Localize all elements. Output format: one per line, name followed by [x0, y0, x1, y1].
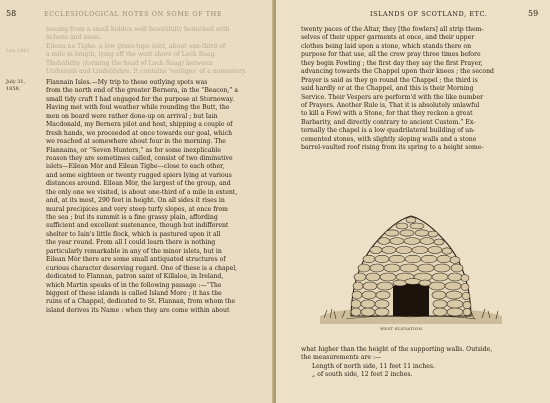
text-line: „ of south side, 12 feet 2 inches. [312, 371, 413, 379]
chapel-engraving [316, 206, 506, 324]
body-text [301, 26, 533, 153]
text-line: and, at its most, 290 feet in height. On all sides it rises in [46, 197, 225, 205]
page-number: 59 [528, 9, 539, 18]
text-line: barrel-vaulted roof rising from its spring to a height some- [301, 144, 484, 152]
text-line: purpose for that use, all the crew pray three times before [301, 51, 481, 59]
running-head: ISLANDS OF SCOTLAND, ETC. [370, 10, 488, 18]
text-line: from the north end of the greater Bernera, in the “Beacon,” a [46, 87, 238, 95]
body-text-continued [301, 346, 533, 380]
text-line: Thoballdhy (forming the head of Loch Roag) between [46, 59, 213, 67]
left-page [0, 0, 274, 403]
text-line: the sea ; but its summit is a fine grassy plain, affording [46, 214, 218, 221]
text-line: they begin Fowling ; the first day they say the first Prayer, [301, 59, 483, 67]
text-line: dedicated to Flannan, patron saint of Killaloe, in Ireland, [46, 273, 224, 281]
figure-caption: WEST ELEVATION. [380, 326, 424, 331]
ghost-margin-note: Lon 1861 [6, 48, 30, 54]
text-line: lichens and moss. [46, 34, 102, 42]
text-line: Service. Their Vespers are perform'd with the like number [301, 93, 484, 101]
text-line: Eilean Mòr there are some small antiquated structures of [46, 256, 226, 264]
bleed-through-text [46, 26, 266, 77]
text-line: which Martin speaks of in the following passage :—“The [46, 281, 222, 289]
text-line: ruins of a Chappel, dedicated to St. Flannan, from whom the [46, 298, 236, 306]
text-line: the year round. From all I could learn there is nothing [46, 239, 216, 247]
text-line: Flannain Isles.—My trip to these outlying spots was [46, 79, 208, 86]
text-line: Uishenish and Lindeldshre. It contains 'vestiges' of a monastery. [46, 68, 247, 76]
right-page [276, 0, 550, 403]
text-line: of Prayers. Another Rule is, That it is absolutely unlawful [301, 101, 480, 109]
text-line: and some eighteen or twenty rugged spiers lying at various [46, 171, 232, 179]
text-line: Prayer is said as they go round the Chappel ; the third is [301, 76, 478, 84]
page-number: 58 [6, 9, 17, 18]
text-line: Eilean na Tighe: a low grass-tope islet, about one-third of [46, 42, 226, 50]
margin-note [6, 79, 25, 92]
text-line: distances around. Eilean Mòr, the largest of the group, and [46, 180, 231, 188]
text-line: Macdonald, my Bernera pilot and host, shipping a couple of [46, 121, 233, 129]
margin-note-date: July 31, [6, 79, 26, 85]
text-line: island derives its Name : when they are come within about [46, 306, 230, 314]
text-line: ternally the chapel is a low quadrilateral building of un- [301, 127, 476, 135]
text-line: curious character deserving regard. One of these is a chapel, [46, 264, 238, 272]
text-line: Flannains, or “Seven Hunters,” as for some inexplicable [46, 146, 221, 154]
text-line: biggest of these islands is called Island More ; it has the [46, 289, 222, 297]
text-line: clothes being laid upon a stone, which stands there on [301, 42, 472, 50]
text-line: the only one we visited, is about one-third of a mile in extent, [46, 188, 238, 196]
text-line: cemented stones, with slightly sloping walls and a stone [301, 135, 477, 143]
text-line: a mile in length, lying off the west shore of Loch Roag. [46, 51, 217, 59]
text-line: said hardly or at the Chappel, and this is their Morning [301, 85, 474, 93]
text-line: particularly remarkable in any of the minor islets, but in [46, 247, 222, 255]
text-line: issuing from a small hidden well beautifully bedecked with [46, 26, 230, 33]
text-line: advancing towards the Chappel upon their knees ; the second [301, 68, 494, 76]
text-line: fresh hands, we proceeded at once towards our goal, which [46, 129, 233, 137]
text-line: to kill a Fowl with a Stone, for that they reckon a great [301, 110, 473, 118]
text-line: what higher than the height of the supporting walls. Outside, [301, 346, 493, 353]
text-line: Length of north side, 11 feet 11 inches. [312, 362, 435, 370]
text-line: islets—Eilean Mòr and Eilean Tighe—close to each other, [46, 163, 225, 171]
text-line: Having met with foul weather while rounding the Butt, the [46, 104, 230, 112]
doorway [393, 283, 429, 316]
text-line: small tidy craft I had engaged for the purpose at Stornoway. [46, 95, 235, 103]
margin-note-year: 1858. [6, 85, 21, 92]
running-head: ECCLESIOLOGICAL NOTES ON SOME OF THE [44, 10, 223, 18]
text-line: sufficient and excellent sustenance, though but indifferent [46, 222, 229, 230]
body-text [46, 79, 268, 315]
text-line: twenty paces of the Altar, they [the fowlers] all strip them- [301, 26, 484, 33]
text-line: Barbarity, and directly contrary to ancient Custom.” Ex- [301, 118, 476, 126]
text-line: mural precipices and very steep turfy slopes, at once from [46, 205, 228, 213]
text-line: reason they are sometimes called, consist of two diminutive [46, 154, 233, 162]
text-line: selves of their upper garments at once, and their upper [301, 34, 475, 42]
text-line: men on board were rather done-up on arrival ; but Iain [46, 112, 218, 120]
text-line: shelter to Iain's little flock, which is pastured upon it all [46, 230, 221, 238]
text-line: we reached at somewhere about four in the morning. The [46, 138, 226, 146]
text-line: the measurements are :— [301, 354, 382, 362]
